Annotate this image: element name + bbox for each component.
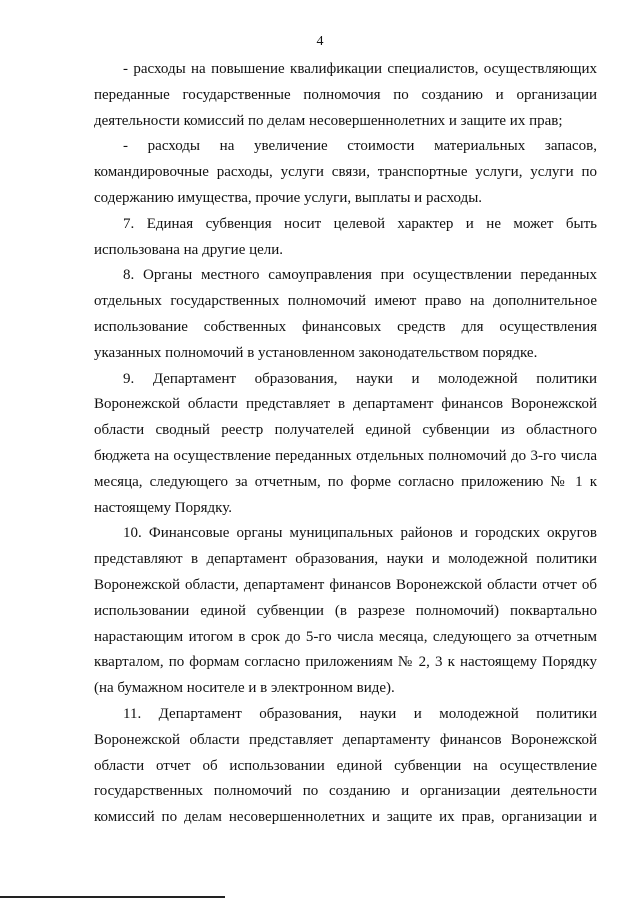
footer-divider [0, 896, 225, 898]
paragraph-item-7: 7. Единая субвенция носит целевой характер и не может быть использована на другие цели. [94, 215, 597, 258]
paragraph-expense-qualification: - расходы на повышение квалификации специалистов, осуществляющих переданные государственные полномочия по созданию и организации деятельности комиссий по делам несовершеннолетних и защите их прав; [94, 61, 597, 129]
paragraph-item-8: 8. Органы местного самоуправления при осуществлении переданных отдельных государственных полномочий имеют право на дополнительное использование собственных финансовых средств для осуществления указанных полномочий в установленном законодательством порядке. [94, 267, 597, 361]
paragraph-item-10: 10. Финансовые органы муниципальных районов и городских округов представляют в департамент образования, науки и молодежной политики Воронежской области, департамент финансов Воронежской области отчет об использовании единой субвенции (в разрезе полномочий) поквартально нарастающим итогом в срок до 5-го числа месяца, следующего за отчетным кварталом, по формам согласно приложениям № 2, 3 к настоящему Порядку (на бумажном носителе и в электронном виде). [94, 525, 597, 697]
document-body [94, 57, 597, 831]
page-number: 4 [316, 34, 324, 49]
paragraph-item-11: 11. Департамент образования, науки и молодежной политики Воронежской области представляет департаменту финансов Воронежской области отчет об использовании единой субвенции на осуществление государственных полномочий по созданию и организации деятельности комиссий по делам несовершеннолетних и защите их прав, организации и [94, 705, 597, 826]
paragraph-expense-materials: - расходы на увеличение стоимости материальных запасов, командировочные расходы, услуги связи, транспортные услуги, услуги по содержанию имущества, прочие услуги, выплаты и расходы. [94, 138, 597, 206]
paragraph-item-9: 9. Департамент образования, науки и молодежной политики Воронежской области представляет в департамент финансов Воронежской области сводный реестр получателей единой субвенции из областного бюджета на осуществление переданных отдельных полномочий до 3-го числа месяца, следующего за отчетным, по форме согласно приложению № 1 к настоящему Порядку. [94, 370, 597, 516]
